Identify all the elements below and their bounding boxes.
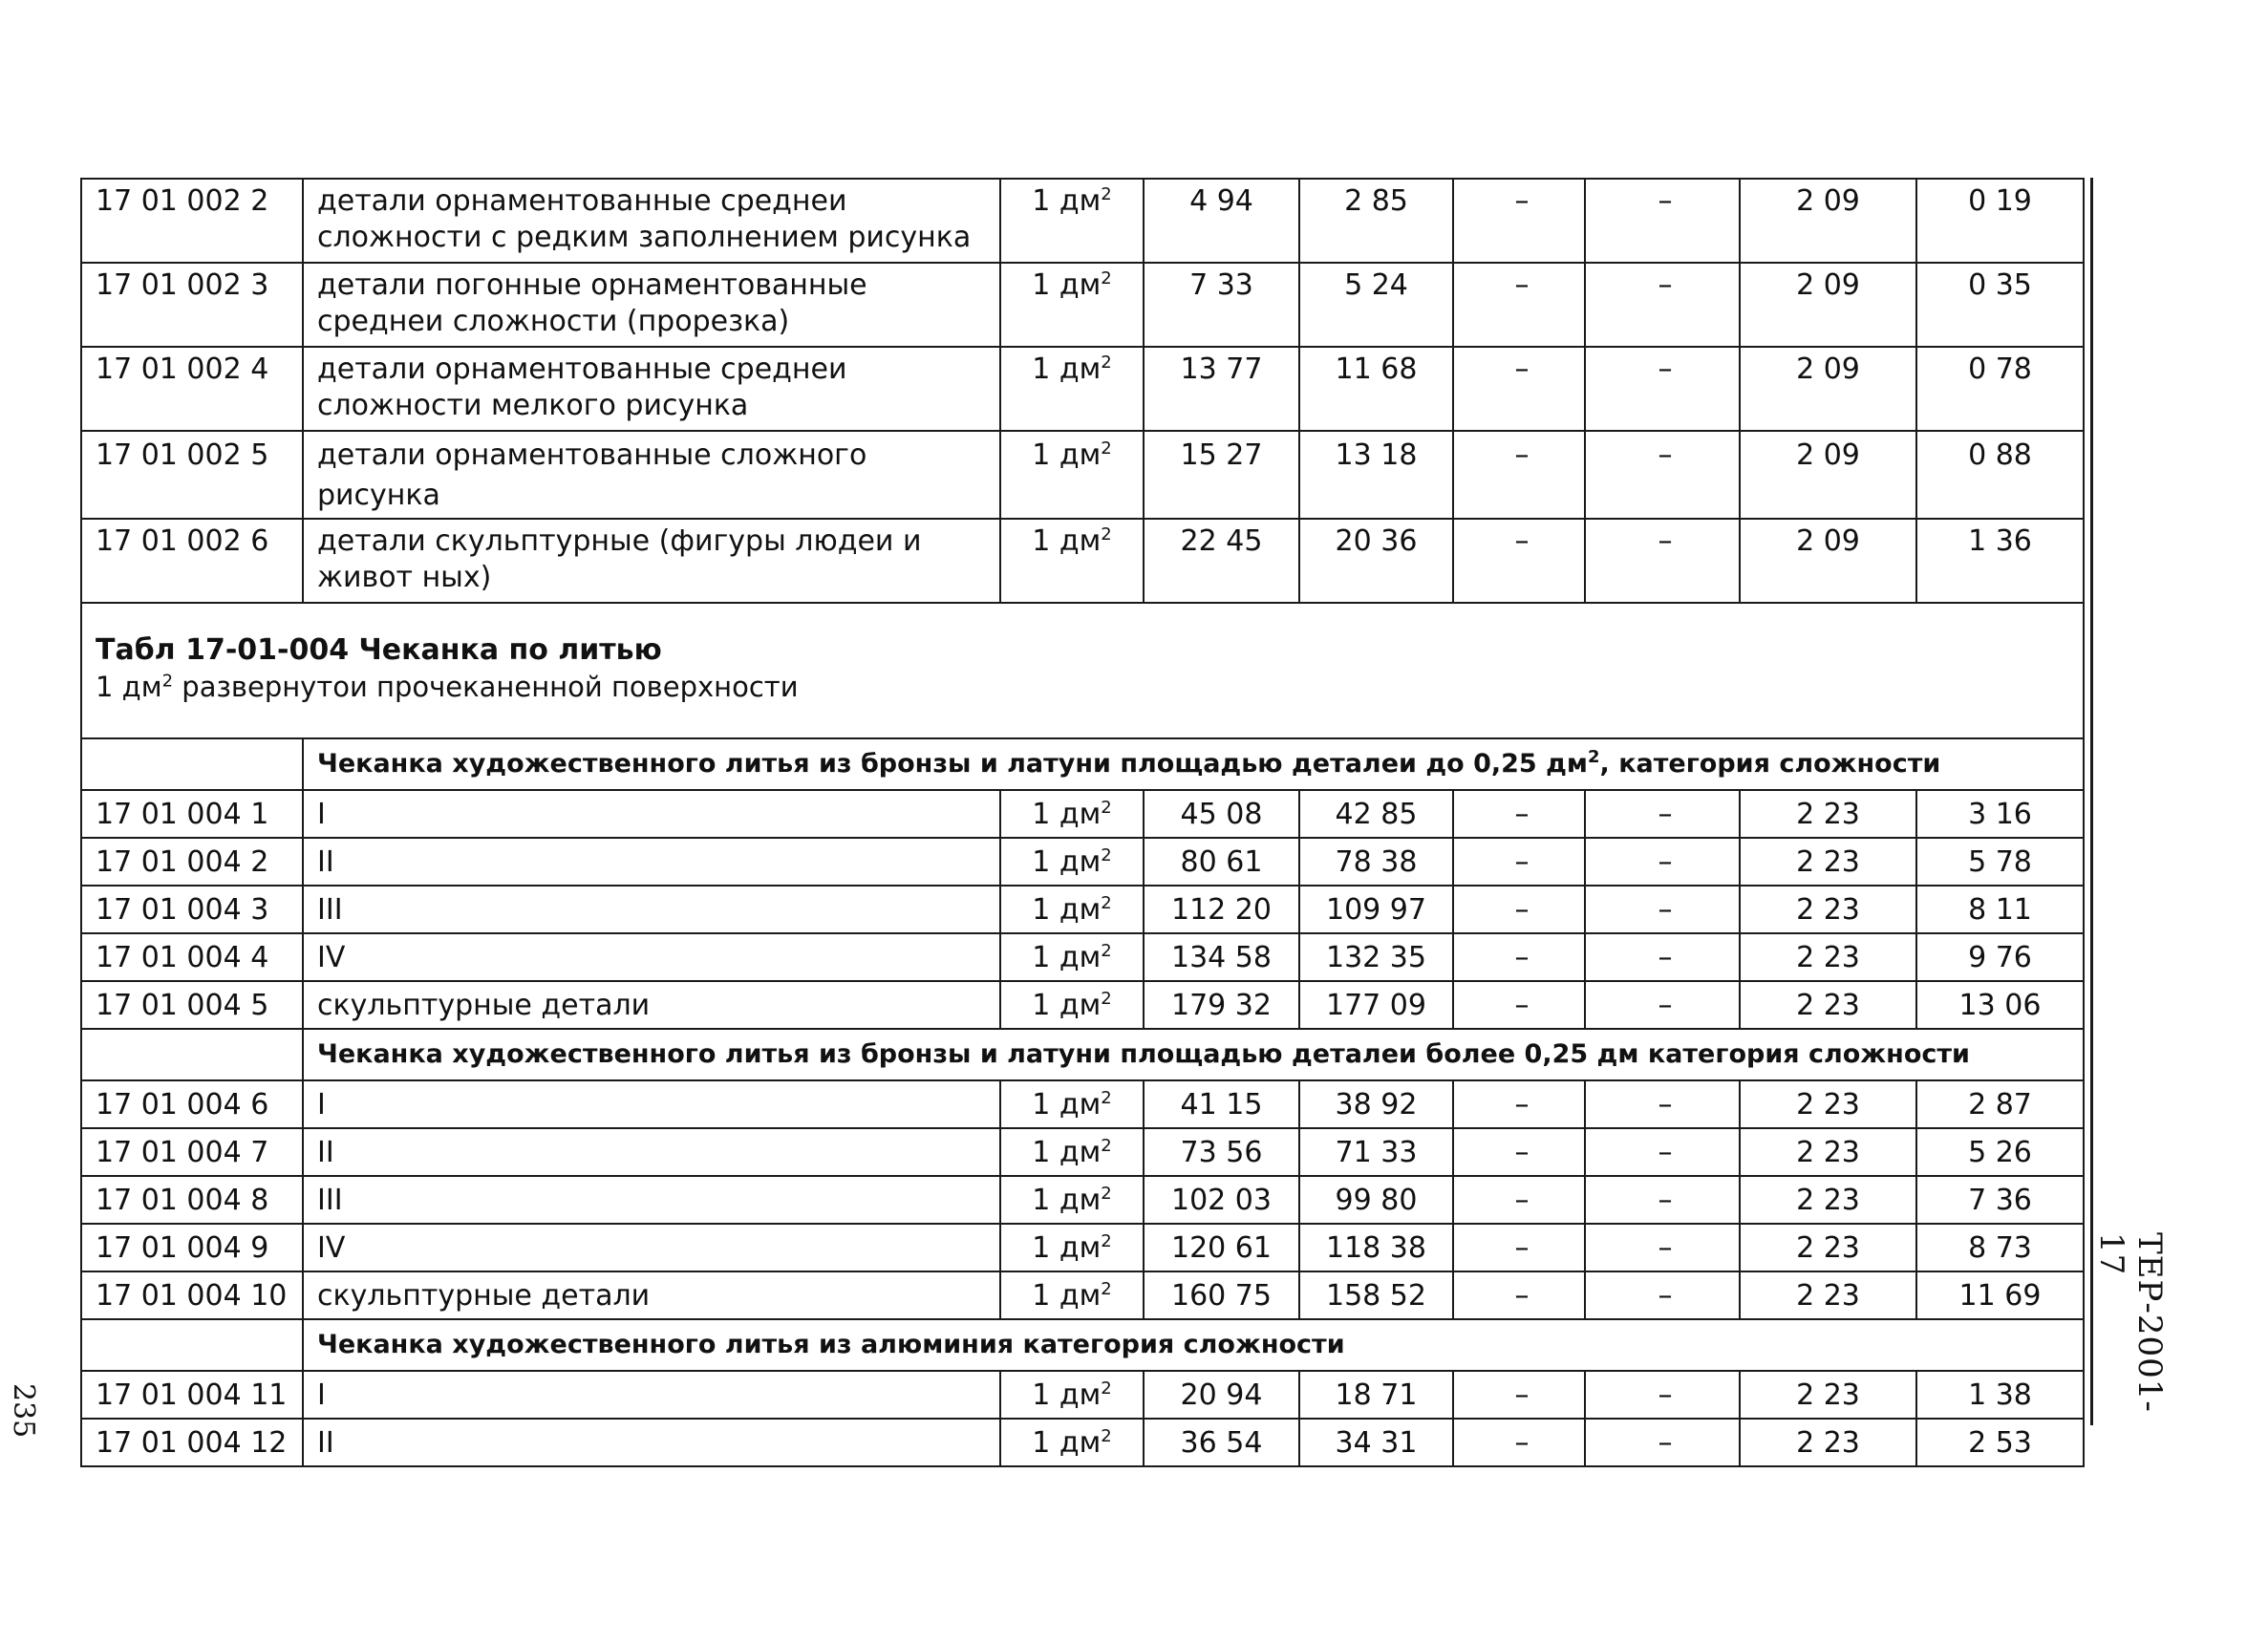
value-cell: 38 92 bbox=[1299, 1080, 1453, 1128]
dash-cell: – bbox=[1453, 1176, 1585, 1224]
unit-cell bbox=[1000, 263, 1144, 347]
value-cell: 3 16 bbox=[1916, 790, 2084, 838]
unit-exponent: 2 bbox=[1101, 268, 1112, 288]
unit-exponent: 2 bbox=[1101, 184, 1112, 204]
table-row bbox=[81, 263, 2084, 347]
description-cell: скульптурные детали bbox=[303, 981, 1000, 1029]
value-cell: 118 38 bbox=[1299, 1224, 1453, 1271]
unit-cell bbox=[1000, 1128, 1144, 1176]
description-cell: детали скульптурные (фигуры людеи и живот ных) bbox=[303, 519, 1000, 603]
section-code-cell bbox=[81, 1319, 303, 1371]
value-cell: 2 23 bbox=[1740, 886, 1916, 933]
section-heading-row bbox=[81, 738, 2084, 790]
dash-cell: – bbox=[1585, 886, 1740, 933]
code-cell: 17 01 004 7 bbox=[81, 1128, 303, 1176]
unit-text: 1 дм bbox=[1032, 268, 1102, 302]
value-cell: 78 38 bbox=[1299, 838, 1453, 886]
dash-cell: – bbox=[1585, 1176, 1740, 1224]
value-cell: 22 45 bbox=[1144, 519, 1299, 603]
description-cell: III bbox=[303, 886, 1000, 933]
code-cell: 17 01 002 4 bbox=[81, 347, 303, 431]
value-cell: 179 32 bbox=[1144, 981, 1299, 1029]
document-code: ТЕР-2001-17 bbox=[2092, 1232, 2169, 1413]
subtitle-text: развернутои прочеканенной поверхности bbox=[173, 671, 799, 703]
value-cell: 134 58 bbox=[1144, 933, 1299, 981]
unit-text: 1 дм bbox=[1032, 845, 1102, 879]
code-cell: 17 01 004 4 bbox=[81, 933, 303, 981]
section-heading-exponent: 2 bbox=[1588, 747, 1600, 767]
unit-exponent: 2 bbox=[1101, 1136, 1112, 1156]
value-cell: 8 11 bbox=[1916, 886, 2084, 933]
unit-exponent: 2 bbox=[1101, 1088, 1112, 1108]
rates-table bbox=[80, 178, 2085, 1467]
unit-cell bbox=[1000, 1080, 1144, 1128]
unit-text: 1 дм bbox=[1032, 184, 1102, 218]
dash-cell: – bbox=[1453, 1080, 1585, 1128]
dash-cell: – bbox=[1453, 790, 1585, 838]
section-heading bbox=[303, 1319, 2084, 1371]
unit-exponent: 2 bbox=[1101, 941, 1112, 961]
value-cell: 13 06 bbox=[1916, 981, 2084, 1029]
code-cell: 17 01 004 5 bbox=[81, 981, 303, 1029]
unit-exponent: 2 bbox=[1101, 1378, 1112, 1399]
value-cell: 2 23 bbox=[1740, 1419, 1916, 1466]
dash-cell: – bbox=[1585, 347, 1740, 431]
unit-text: 1 дм bbox=[1032, 1378, 1102, 1412]
unit-text: 1 дм bbox=[1032, 1136, 1102, 1169]
value-cell: 5 78 bbox=[1916, 838, 2084, 886]
value-cell: 2 23 bbox=[1740, 1128, 1916, 1176]
description-cell: скульптурные детали bbox=[303, 1271, 1000, 1319]
value-cell: 71 33 bbox=[1299, 1128, 1453, 1176]
description-cell: III bbox=[303, 1176, 1000, 1224]
value-cell: 112 20 bbox=[1144, 886, 1299, 933]
table-row bbox=[81, 933, 2084, 981]
value-cell: 2 85 bbox=[1299, 179, 1453, 263]
value-cell: 2 23 bbox=[1740, 981, 1916, 1029]
value-cell: 73 56 bbox=[1144, 1128, 1299, 1176]
value-cell: 177 09 bbox=[1299, 981, 1453, 1029]
value-cell: 1 36 bbox=[1916, 519, 2084, 603]
code-cell: 17 01 002 6 bbox=[81, 519, 303, 603]
dash-cell: – bbox=[1453, 886, 1585, 933]
table-caption-row bbox=[81, 603, 2084, 738]
unit-text: 1 дм bbox=[1032, 524, 1102, 558]
dash-cell: – bbox=[1453, 1128, 1585, 1176]
value-cell: 45 08 bbox=[1144, 790, 1299, 838]
section-heading-text: Чеканка художественного литья из бронзы и латуни площадью деталеи более 0,25 дм категория сложности bbox=[317, 1039, 1970, 1069]
section-heading-text: Чеканка художественного литья из бронзы и латуни площадью деталеи до 0,25 дм bbox=[317, 749, 1588, 779]
value-cell: 109 97 bbox=[1299, 886, 1453, 933]
table-row bbox=[81, 1419, 2084, 1466]
description-cell: I bbox=[303, 1080, 1000, 1128]
value-cell: 8 73 bbox=[1916, 1224, 2084, 1271]
unit-text: 1 дм bbox=[1032, 1231, 1102, 1265]
description-cell: детали погонные орнаментованные среднеи сложности (прорезка) bbox=[303, 263, 1000, 347]
code-cell: 17 01 004 8 bbox=[81, 1176, 303, 1224]
page-number: 235 bbox=[7, 1383, 40, 1439]
unit-text: 1 дм bbox=[1032, 941, 1102, 974]
dash-cell: – bbox=[1585, 179, 1740, 263]
value-cell: 13 18 bbox=[1299, 431, 1453, 519]
unit-cell bbox=[1000, 519, 1144, 603]
value-cell: 160 75 bbox=[1144, 1271, 1299, 1319]
section-code-cell bbox=[81, 738, 303, 790]
dash-cell: – bbox=[1453, 1419, 1585, 1466]
table-subtitle bbox=[96, 669, 2083, 705]
value-cell: 5 24 bbox=[1299, 263, 1453, 347]
unit-cell bbox=[1000, 1224, 1144, 1271]
unit-exponent: 2 bbox=[1101, 1231, 1112, 1251]
code-cell: 17 01 004 3 bbox=[81, 886, 303, 933]
code-cell: 17 01 004 10 bbox=[81, 1271, 303, 1319]
code-cell: 17 01 004 1 bbox=[81, 790, 303, 838]
value-cell: 5 26 bbox=[1916, 1128, 2084, 1176]
unit-exponent: 2 bbox=[1101, 845, 1112, 865]
value-cell: 20 94 bbox=[1144, 1371, 1299, 1419]
description-cell: I bbox=[303, 1371, 1000, 1419]
table-row bbox=[81, 347, 2084, 431]
dash-cell: – bbox=[1585, 1271, 1740, 1319]
dash-cell: – bbox=[1453, 838, 1585, 886]
dash-cell: – bbox=[1453, 179, 1585, 263]
code-cell: 17 01 004 9 bbox=[81, 1224, 303, 1271]
unit-text: 1 дм bbox=[1032, 989, 1102, 1022]
value-cell: 2 09 bbox=[1740, 431, 1916, 519]
value-cell: 9 76 bbox=[1916, 933, 2084, 981]
dash-cell: – bbox=[1585, 1224, 1740, 1271]
code-cell: 17 01 002 2 bbox=[81, 179, 303, 263]
dash-cell: – bbox=[1453, 933, 1585, 981]
value-cell: 1 38 bbox=[1916, 1371, 2084, 1419]
dash-cell: – bbox=[1585, 519, 1740, 603]
dash-cell: – bbox=[1453, 431, 1585, 519]
unit-text: 1 дм bbox=[1032, 798, 1102, 831]
dash-cell: – bbox=[1453, 347, 1585, 431]
description-cell: II bbox=[303, 838, 1000, 886]
value-cell: 2 23 bbox=[1740, 1080, 1916, 1128]
description-cell: II bbox=[303, 1419, 1000, 1466]
unit-exponent: 2 bbox=[1101, 989, 1112, 1009]
value-cell: 2 23 bbox=[1740, 1371, 1916, 1419]
subtitle-exponent: 2 bbox=[161, 671, 174, 692]
unit-exponent: 2 bbox=[1101, 798, 1112, 818]
unit-exponent: 2 bbox=[1101, 352, 1112, 373]
code-cell: 17 01 004 2 bbox=[81, 838, 303, 886]
table-row bbox=[81, 790, 2084, 838]
unit-exponent: 2 bbox=[1101, 438, 1112, 459]
table-row bbox=[81, 1128, 2084, 1176]
table-row bbox=[81, 981, 2084, 1029]
value-cell: 99 80 bbox=[1299, 1176, 1453, 1224]
description-cell: II bbox=[303, 1128, 1000, 1176]
value-cell: 18 71 bbox=[1299, 1371, 1453, 1419]
unit-text: 1 дм bbox=[1032, 1426, 1102, 1460]
value-cell: 42 85 bbox=[1299, 790, 1453, 838]
value-cell: 15 27 bbox=[1144, 431, 1299, 519]
description-cell: детали орнаментованные сложного рисунка bbox=[303, 431, 1000, 519]
value-cell: 2 23 bbox=[1740, 838, 1916, 886]
dash-cell: – bbox=[1585, 1419, 1740, 1466]
unit-text: 1 дм bbox=[1032, 893, 1102, 927]
section-heading bbox=[303, 738, 2084, 790]
value-cell: 2 09 bbox=[1740, 519, 1916, 603]
value-cell: 4 94 bbox=[1144, 179, 1299, 263]
unit-exponent: 2 bbox=[1101, 1279, 1112, 1299]
unit-text: 1 дм bbox=[1032, 1279, 1102, 1313]
dash-cell: – bbox=[1453, 263, 1585, 347]
code-cell: 17 01 002 3 bbox=[81, 263, 303, 347]
value-cell: 2 09 bbox=[1740, 179, 1916, 263]
unit-cell bbox=[1000, 431, 1144, 519]
dash-cell: – bbox=[1453, 1371, 1585, 1419]
value-cell: 0 88 bbox=[1916, 431, 2084, 519]
unit-cell bbox=[1000, 1271, 1144, 1319]
code-cell: 17 01 004 11 bbox=[81, 1371, 303, 1419]
unit-text: 1 дм bbox=[1032, 438, 1102, 472]
section-heading bbox=[303, 1029, 2084, 1080]
unit-exponent: 2 bbox=[1101, 1184, 1112, 1204]
value-cell: 2 09 bbox=[1740, 347, 1916, 431]
value-cell: 20 36 bbox=[1299, 519, 1453, 603]
value-cell: 2 23 bbox=[1740, 790, 1916, 838]
description-cell: IV bbox=[303, 933, 1000, 981]
table-row bbox=[81, 1176, 2084, 1224]
value-cell: 2 23 bbox=[1740, 1224, 1916, 1271]
unit-text: 1 дм bbox=[1032, 1184, 1102, 1217]
value-cell: 41 15 bbox=[1144, 1080, 1299, 1128]
unit-cell bbox=[1000, 1371, 1144, 1419]
value-cell: 34 31 bbox=[1299, 1419, 1453, 1466]
section-heading-text: Чеканка художественного литья из алюминия категория сложности bbox=[317, 1330, 1345, 1359]
unit-exponent: 2 bbox=[1101, 893, 1112, 913]
value-cell: 0 35 bbox=[1916, 263, 2084, 347]
value-cell: 2 53 bbox=[1916, 1419, 2084, 1466]
rates-table-body bbox=[81, 179, 2084, 1466]
section-heading-tail: , категория сложности bbox=[1599, 749, 1941, 779]
code-cell: 17 01 002 5 bbox=[81, 431, 303, 519]
table-row bbox=[81, 519, 2084, 603]
section-code-cell bbox=[81, 1029, 303, 1080]
section-heading-row bbox=[81, 1319, 2084, 1371]
value-cell: 2 09 bbox=[1740, 263, 1916, 347]
description-cell: IV bbox=[303, 1224, 1000, 1271]
value-cell: 0 78 bbox=[1916, 347, 2084, 431]
unit-cell bbox=[1000, 981, 1144, 1029]
unit-exponent: 2 bbox=[1101, 1426, 1112, 1446]
unit-cell bbox=[1000, 179, 1144, 263]
unit-cell bbox=[1000, 1176, 1144, 1224]
unit-cell bbox=[1000, 933, 1144, 981]
code-cell: 17 01 004 12 bbox=[81, 1419, 303, 1466]
table-row bbox=[81, 1271, 2084, 1319]
table-row bbox=[81, 1371, 2084, 1419]
dash-cell: – bbox=[1585, 1371, 1740, 1419]
dash-cell: – bbox=[1453, 981, 1585, 1029]
unit-text: 1 дм bbox=[1032, 1088, 1102, 1122]
code-cell: 17 01 004 6 bbox=[81, 1080, 303, 1128]
table-row bbox=[81, 1080, 2084, 1128]
dash-cell: – bbox=[1585, 263, 1740, 347]
section-heading-row bbox=[81, 1029, 2084, 1080]
dash-cell: – bbox=[1585, 1080, 1740, 1128]
value-cell: 158 52 bbox=[1299, 1271, 1453, 1319]
table-title: Табл 17-01-004 Чеканка по литью bbox=[96, 633, 662, 667]
value-cell: 102 03 bbox=[1144, 1176, 1299, 1224]
table-row bbox=[81, 838, 2084, 886]
dash-cell: – bbox=[1585, 1128, 1740, 1176]
table-row bbox=[81, 886, 2084, 933]
value-cell: 132 35 bbox=[1299, 933, 1453, 981]
value-cell: 7 36 bbox=[1916, 1176, 2084, 1224]
description-cell: детали орнаментованные среднеи сложности мелкого рисунка bbox=[303, 347, 1000, 431]
value-cell: 2 23 bbox=[1740, 933, 1916, 981]
table-caption bbox=[81, 603, 2084, 738]
value-cell: 36 54 bbox=[1144, 1419, 1299, 1466]
value-cell: 7 33 bbox=[1144, 263, 1299, 347]
unit-text: 1 дм bbox=[1032, 352, 1102, 386]
dash-cell: – bbox=[1585, 933, 1740, 981]
unit-cell bbox=[1000, 838, 1144, 886]
unit-cell bbox=[1000, 886, 1144, 933]
table-row bbox=[81, 1224, 2084, 1271]
unit-exponent: 2 bbox=[1101, 524, 1112, 545]
table-row bbox=[81, 179, 2084, 263]
value-cell: 11 69 bbox=[1916, 1271, 2084, 1319]
unit-cell bbox=[1000, 1419, 1144, 1466]
dash-cell: – bbox=[1453, 519, 1585, 603]
table-row bbox=[81, 431, 2084, 519]
value-cell: 0 19 bbox=[1916, 179, 2084, 263]
dash-cell: – bbox=[1453, 1224, 1585, 1271]
value-cell: 2 23 bbox=[1740, 1271, 1916, 1319]
dash-cell: – bbox=[1585, 431, 1740, 519]
dash-cell: – bbox=[1585, 981, 1740, 1029]
description-cell: I bbox=[303, 790, 1000, 838]
value-cell: 2 87 bbox=[1916, 1080, 2084, 1128]
dash-cell: – bbox=[1585, 790, 1740, 838]
dash-cell: – bbox=[1453, 1271, 1585, 1319]
value-cell: 120 61 bbox=[1144, 1224, 1299, 1271]
description-cell: детали орнаментованные среднеи сложности с редким заполнением рисунка bbox=[303, 179, 1000, 263]
unit-cell bbox=[1000, 347, 1144, 431]
value-cell: 2 23 bbox=[1740, 1176, 1916, 1224]
value-cell: 80 61 bbox=[1144, 838, 1299, 886]
subtitle-unit: 1 дм bbox=[96, 671, 162, 703]
dash-cell: – bbox=[1585, 838, 1740, 886]
unit-cell bbox=[1000, 790, 1144, 838]
value-cell: 13 77 bbox=[1144, 347, 1299, 431]
value-cell: 11 68 bbox=[1299, 347, 1453, 431]
